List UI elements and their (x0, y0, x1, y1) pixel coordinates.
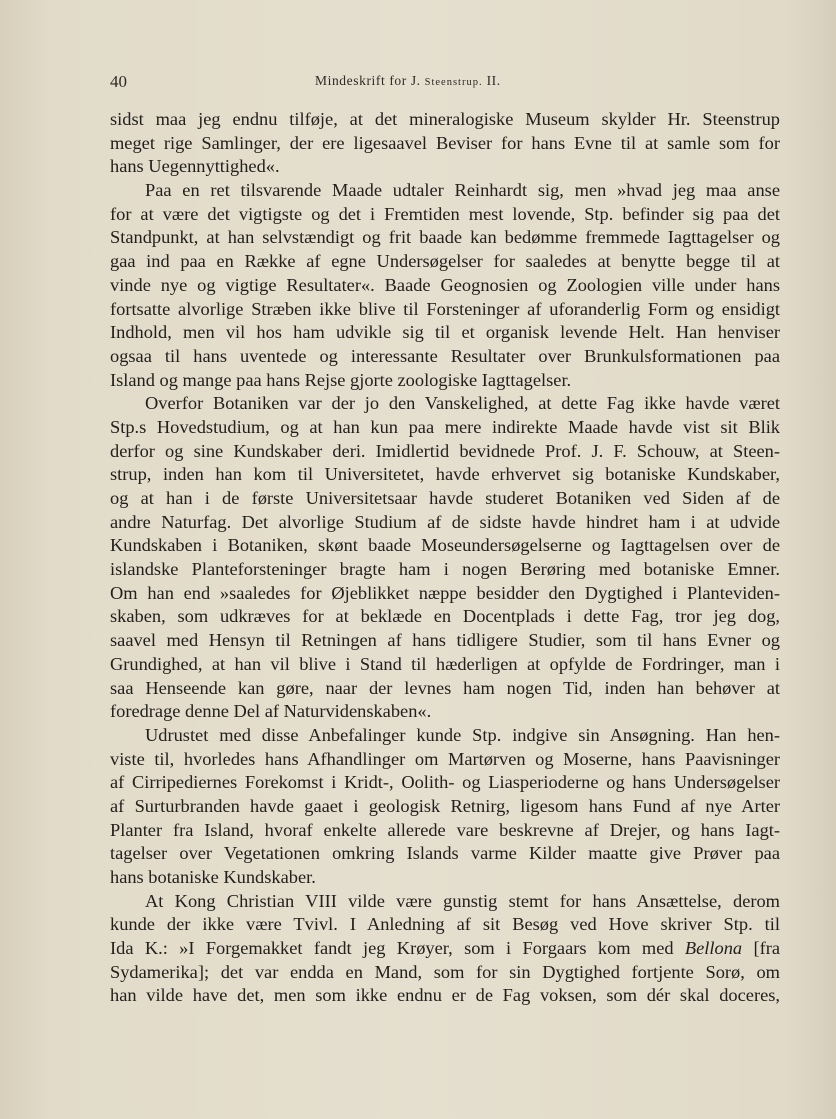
text-line: for at være det vigtigste og det i Fremtiden mest lovende, Stp. befinder sig paa det (110, 203, 780, 224)
text-line: af Cirripediernes Forekomst i Kridt-, Oolith- og Liasperioderne og hans Undersøgelser (110, 772, 780, 793)
running-title-name: Steenstrup. (424, 77, 483, 88)
text-line: foredrage denne Del af Naturvidenskaben«. (110, 701, 432, 722)
text-line: tagelser over Vegetationen omkring Islands varme Kilder maatte give Prøver paa (110, 843, 780, 864)
text-line: derfor og sine Kundskaber deri. Imidlertid bevidnede Prof. J. F. Schouw, at Steen- (110, 440, 780, 461)
text-line: Grundighed, at han vil blive i Stand til hæderligen at opfylde de Fordringer, man i (110, 653, 780, 674)
running-title (315, 73, 501, 89)
text-line: Kundskaben i Botaniken, skønt baade Moseundersøgelserne og Iagttagelsen over de (110, 535, 780, 556)
running-title-suffix: II. (482, 73, 501, 88)
page-number: 40 (110, 72, 127, 91)
text-line: Om han end »saaledes for Øjeblikket næppe besidder den Dygtighed i Planteviden- (110, 582, 780, 603)
text-line: af Surturbranden havde gaaet i geologisk Retnirg, ligesom hans Fund af nye Arter (110, 795, 780, 816)
text-line: viste til, hvorledes hans Afhandlinger om Martørven og Moserne, hans Paavisninger (110, 748, 780, 769)
text-line: andre Naturfag. Det alvorlige Studium af de sidste havde hindret ham i at udvide (110, 511, 780, 532)
text-line: saavel med Hensyn til Retningen af hans tidligere Studier, som til hans Evner og (110, 630, 780, 651)
text-line (110, 937, 780, 961)
text-line: og at han i de første Universitetsaar havde studeret Botaniken ved Siden af de (110, 488, 780, 508)
text-line: Paa en ret tilsvarende Maade udtaler Reinhardt sig, men »hvad jeg maa anse (145, 180, 780, 201)
text-line: Stp.s Hovedstudium, og at han kun paa mere indirekte Maade havde vist sit Blik (110, 416, 780, 437)
text-line: Indhold, men vil hos ham udvikle sig til et organisk levende Helt. Han henviser (110, 322, 780, 343)
text-line: strup, inden han kom til Universitetet, havde erhvervet sig botaniske Kundskaber, (110, 464, 780, 485)
text-line: skaben, som udkræves for at beklæde en Docentplads i dette Fag, tror jeg dog, (110, 606, 780, 627)
text-line: Udrustet med disse Anbefalinger kunde Stp. indgive sin Ansøgning. Han hen- (145, 724, 780, 745)
text-line: At Kong Christian VIII vilde være gunstig stemt for hans Ansættelse, derom (145, 890, 780, 911)
text-line: kunde der ikke være Tvivl. I Anledning af sit Besøg ved Hove skriver Stp. til (110, 914, 780, 935)
text-line: vinde nye og vigtige Resultater«. Baade Geognosien og Zoologien ville under hans (110, 274, 780, 295)
body-text (110, 108, 780, 1008)
text-line: han vilde have det, men som ikke endnu er de Fag voksen, som dér skal doceres, (110, 985, 780, 1006)
text-line: Overfor Botaniken var der jo den Vanskelighed, at dette Fag ikke havde været (145, 393, 780, 414)
text-line: gaa ind paa en Række af egne Undersøgelser for saaledes at benytte begge til at (110, 251, 780, 272)
text-line-start: Ida K.: »I Forgemakket fandt jeg Krøyer, som i Forgaars kom med (110, 938, 685, 959)
text-line: hans botaniske Kundskaber. (110, 867, 316, 887)
text-line: islandske Planteforsteninger bragte ham i nogen Berøring med botaniske Emner. (110, 559, 780, 580)
ship-name-italic: Bellona (684, 938, 743, 959)
text-line: Planter fra Island, hvoraf enkelte allerede vare beskrevne af Drejer, og hans Iagt- (110, 819, 780, 840)
text-line: Sydamerika]; det var endda en Mand, som for sin Dygtighed fortjente Sorø, om (110, 961, 780, 982)
text-line: meget rige Samlinger, der ere ligesaavel Beviser for hans Evne til at samle som for (110, 132, 780, 153)
text-line: Standpunkt, at han selvstændigt og frit baade kan bedømme fremmede Iagttagelser og (110, 227, 780, 248)
text-line: fortsatte alvorlige Stræben ikke blive til Forsteninger af uforanderlig Form og ensidigt (110, 298, 780, 319)
text-line-end: [fra (742, 938, 780, 959)
text-line: Island og mange paa hans Rejse gjorte zoologiske Iagttagelser. (110, 369, 572, 390)
text-line: sidst maa jeg endnu tilføje, at det mineralogiske Museum skylder Hr. Steenstrup (110, 109, 780, 129)
text-line: saa Henseende kan gøre, naar der levnes ham nogen Tid, inden han behøver at (110, 677, 780, 698)
text-line: ogsaa til hans uventede og interessante Resultater over Brunkulsformationen paa (110, 345, 780, 366)
text-line: hans Uegennyttighed«. (110, 156, 280, 177)
running-title-prefix: Mindeskrift for J. (315, 73, 425, 88)
page-header (110, 72, 780, 94)
